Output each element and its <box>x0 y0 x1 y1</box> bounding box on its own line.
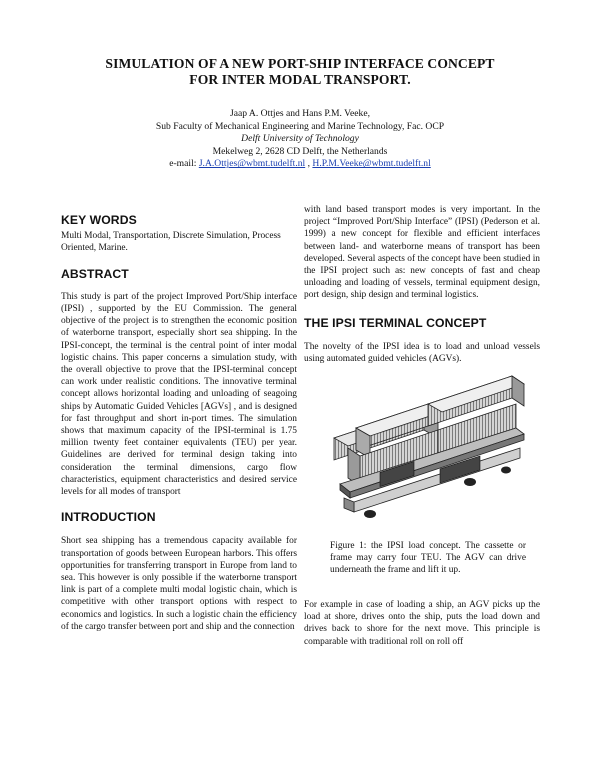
after-figure-text: For example in case of loading a ship, an AGV picks up the load at shore, drives onto the ship, puts the load down and drives back to shore for the next move. This principle is comparable with traditional roll on roll off <box>304 600 540 647</box>
introduction-heading: INTRODUCTION <box>61 510 156 525</box>
title-line-1: SIMULATION OF A NEW PORT-SHIP INTERFACE CONCEPT <box>105 56 495 71</box>
abstract-heading: ABSTRACT <box>61 266 129 281</box>
continuation-text: with land based transport modes is very important. In the project “Improved Port/Ship Interface” (IPSI) (Pederson et al. 1999) a new concept for flexible and efficient interfaces between land- and waterborne means of transport has been developed. Several aspects of the concept have been studied in the IPSI project such as: new concepts of fast and cheap unloading and loading of vessels, terminal equipment design, port design, ship design and terminal logistics. <box>304 205 540 301</box>
introduction-text: Short sea shipping has a tremendous capacity available for transportation of goods between European harbors. This offers opportunities for transferring transport in Europe from land to sea. This however is only possible if the waterborne transport link is part of a complete multi modal logistic chain, which is competitive with other transport options with respect to economics and logistics. In such a logistic chain the efficiency of the cargo transfer between port and ship and the connection <box>61 536 297 632</box>
email-separator: , <box>307 158 310 170</box>
author-block <box>0 108 600 171</box>
left-column <box>61 214 297 633</box>
right-column <box>304 204 540 365</box>
after-figure-block <box>304 599 540 648</box>
email-link-veeke[interactable]: H.P.M.Veeke@wbmt.tudelft.nl <box>312 158 431 170</box>
email-line <box>0 158 600 171</box>
university: Delft University of Technology <box>241 133 359 145</box>
paper-title <box>0 56 600 88</box>
keywords-heading: KEY WORDS <box>61 213 137 227</box>
email-link-ottjes[interactable]: J.A.Ottjes@wbmt.tudelft.nl <box>198 158 306 170</box>
figure-caption: Figure 1: the IPSI load concept. The cassette or frame may carry four TEU. The AGV can drive underneath the frame and lift it up. <box>330 541 526 576</box>
terminal-concept-text: The novelty of the IPSI idea is to load and unload vessels using automated guided vehicles (AGVs). <box>304 341 540 365</box>
abstract-text: This study is part of the project Improved Port/Ship interface (IPSI) , supported by the EU Commission. The general objective of the project is to strengthen the economic position of waterborne transport, especially short sea shipping. In the IPSI-concept, the terminal is the central point of inter modal logistic chains. This paper concerns a simulation study, with the overall objective to prove that the IPSI-terminal concept can work under realistic conditions. The innovative terminal concept allows horizontal loading and unloading of seagoing ships by Automatic Guided Vehicles [AGVs] , and is designed for fast throughput and short in-port times. The simulation shows that maximum capacity of the IPSI-terminal is 1.75 million twenty feet container equivalents (TEU) per year. Guidelines are derived for terminal design taking into consideration the terminal dimensions, cargo flow characteristics, equipment characteristics and desired service levels for all modes of transport <box>61 291 297 498</box>
affiliation: Sub Faculty of Mechanical Engineering and Marine Technology, Fac. OCP <box>155 120 445 132</box>
author-names: Jaap A. Ottjes and Hans P.M. Veeke, <box>230 108 370 119</box>
email-label: e-mail: <box>169 158 197 170</box>
keywords-text: Multi Modal, Transportation, Discrete Simulation, Process Oriented, Marine. <box>61 231 281 254</box>
terminal-concept-heading: THE IPSI TERMINAL CONCEPT <box>304 315 487 330</box>
ipsi-load-concept-figure <box>320 368 525 543</box>
address: Mekelweg 2, 2628 CD Delft, the Netherlands <box>212 145 388 157</box>
title-line-2: FOR INTER MODAL TRANSPORT. <box>189 72 411 87</box>
